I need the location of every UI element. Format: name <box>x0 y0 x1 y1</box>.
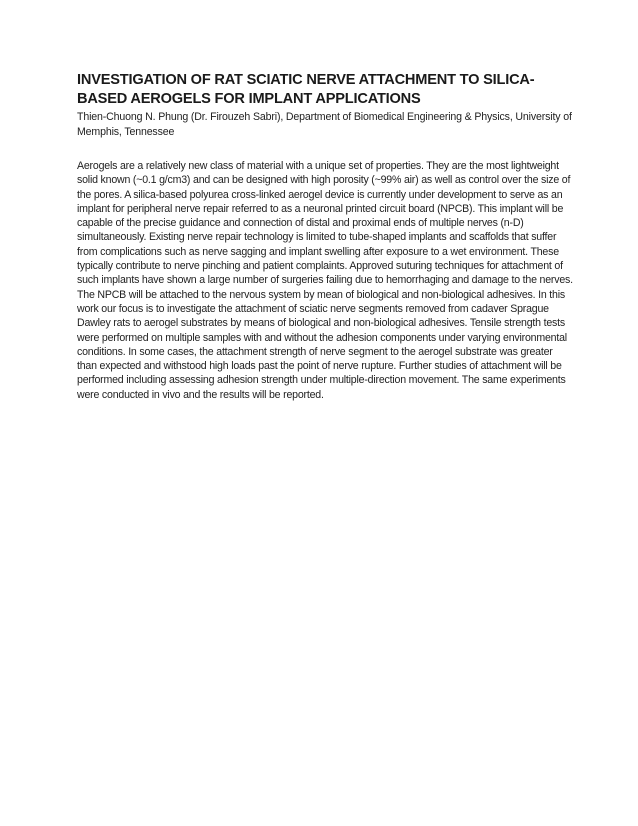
paper-title: INVESTIGATION OF RAT SCIATIC NERVE ATTACHMENT TO SILICA-BASED AEROGELS FOR IMPLANT APPLICATIONS <box>77 72 535 107</box>
document-page <box>77 71 573 402</box>
abstract-text: Aerogels are a relatively new class of material with a unique set of properties. They are the most lightweight solid known (~0.1 g/cm3) and can be designed with high porosity (~99% air) as well as control over the size of the pores. A silica-based polyurea cross-linked aerogel device is currently under development to serve as an implant for peripheral nerve repair referred to as a neuronal printed circuit board (NPCB). This implant will be capable of the precise guidance and connection of distal and proximal ends of multiple nerves (n-D) simultaneously. Existing nerve repair technology is limited to tube-shaped implants and scaffolds that suffer from complications such as nerve sagging and implant swelling after exposure to a wet environment. These typically contribute to nerve pinching and patient complaints. Approved suturing techniques for attachment of such implants have shown a large number of surgeries failing due to hemorrhaging and damage to the nerves. The NPCB will be attached to the nervous system by mean of biological and non-biological adhesives. In this work our focus is to investigate the attachment of sciatic nerve segments removed from cadaver Sprague Dawley rats to aerogel substrates by means of biological and non-biological adhesives. Tensile strength tests were performed on multiple samples with and without the adhesion components under varying environmental conditions. In some cases, the attachment strength of nerve segment to the aerogel substrate was greater than expected and withstood high loads past the point of nerve rupture. Further studies of attachment will be performed including assessing adhesion strength under multiple-direction movement. The same experiments were conducted in vivo and the results will be reported. <box>77 160 573 401</box>
author-affiliation: Thien-Chuong N. Phung (Dr. Firouzeh Sabri), Department of Biomedical Engineering & Physics, University of Memphis, Tennessee <box>77 111 572 138</box>
